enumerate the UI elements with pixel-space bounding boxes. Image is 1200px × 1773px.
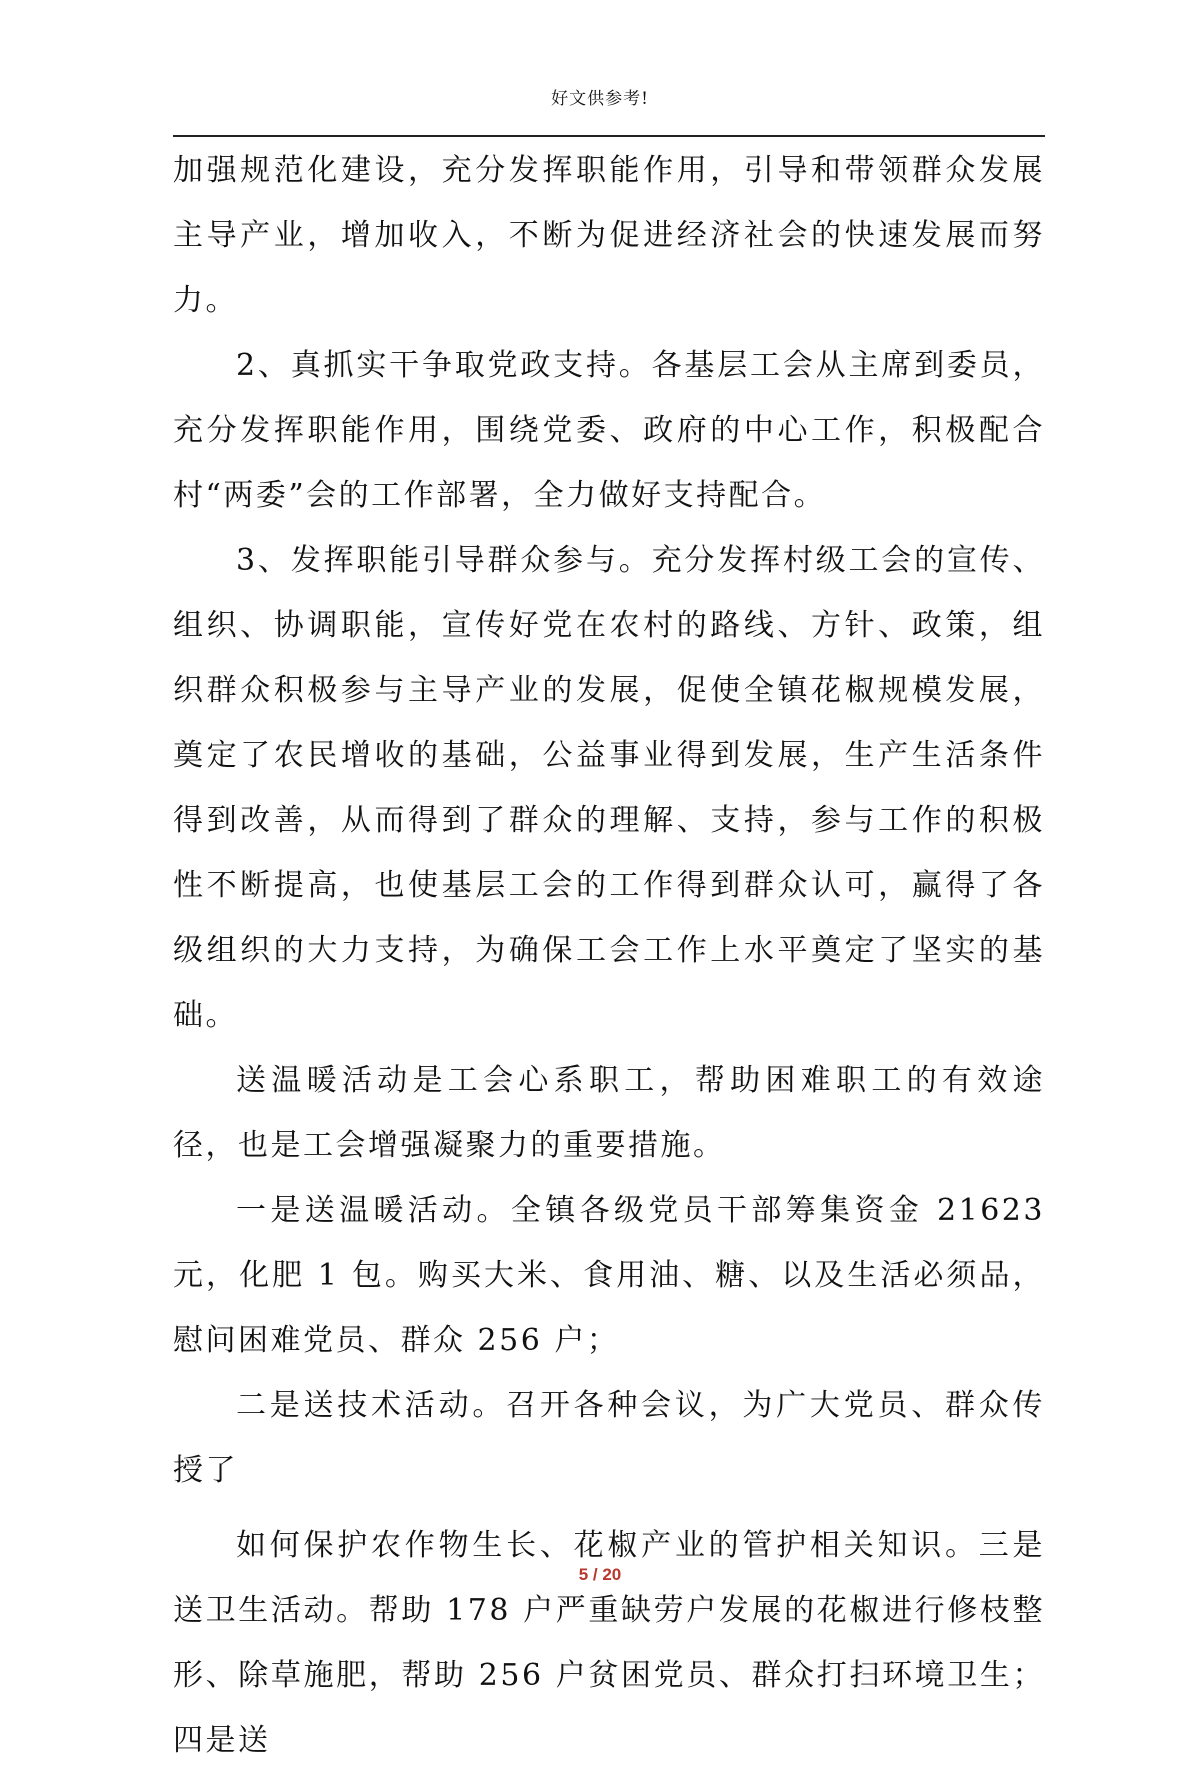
paragraph-4: 送温暖活动是工会心系职工，帮助困难职工的有效途径，也是工会增强凝聚力的重要措施。	[173, 1063, 1045, 1163]
paragraph-1: 加强规范化建设，充分发挥职能作用，引导和带领群众发展主导产业，增加收入，不断为促进经济社会的快速发展而努力。	[173, 153, 1045, 318]
page-number: 5 / 20	[578, 1565, 622, 1584]
header-divider	[173, 135, 1045, 137]
paragraph-6: 二是送技术活动。召开各种会议，为广大党员、群众传授了	[173, 1388, 1045, 1488]
page-header: 好文供参考!	[551, 89, 649, 109]
paragraph-5: 一是送温暖活动。全镇各级党员干部筹集资金 21623 元，化肥 1 包。购买大米、食用油、糖、以及生活必须品，慰问困难党员、群众 256 户；	[173, 1193, 1045, 1358]
paragraph-2: 2、真抓实干争取党政支持。各基层工会从主席到委员，充分发挥职能作用，围绕党委、政府的中心工作，积极配合村“两委”会的工作部署，全力做好支持配合。	[173, 348, 1045, 513]
paragraph-gap	[173, 1503, 1045, 1513]
document-body	[173, 138, 1045, 1773]
paragraph-3: 3、发挥职能引导群众参与。充分发挥村级工会的宣传、组织、协调职能，宣传好党在农村的路线、方针、政策，组织群众积极参与主导产业的发展，促使全镇花椒规模发展，奠定了农民增收的基础，公益事业得到发展，生产生活条件得到改善，从而得到了群众的理解、支持，参与工作的积极性不断提高，也使基层工会的工作得到群众认可，赢得了各级组织的大力支持，为确保工会工作上水平奠定了坚实的基础。	[173, 543, 1045, 1033]
paragraph-7: 如何保护农作物生长、花椒产业的管护相关知识。三是送卫生活动。帮助 178 户严重缺劳户发展的花椒进行修枝整形、除草施肥，帮助 256 户贫困党员、群众打扫环境卫生；四是送	[173, 1528, 1045, 1758]
